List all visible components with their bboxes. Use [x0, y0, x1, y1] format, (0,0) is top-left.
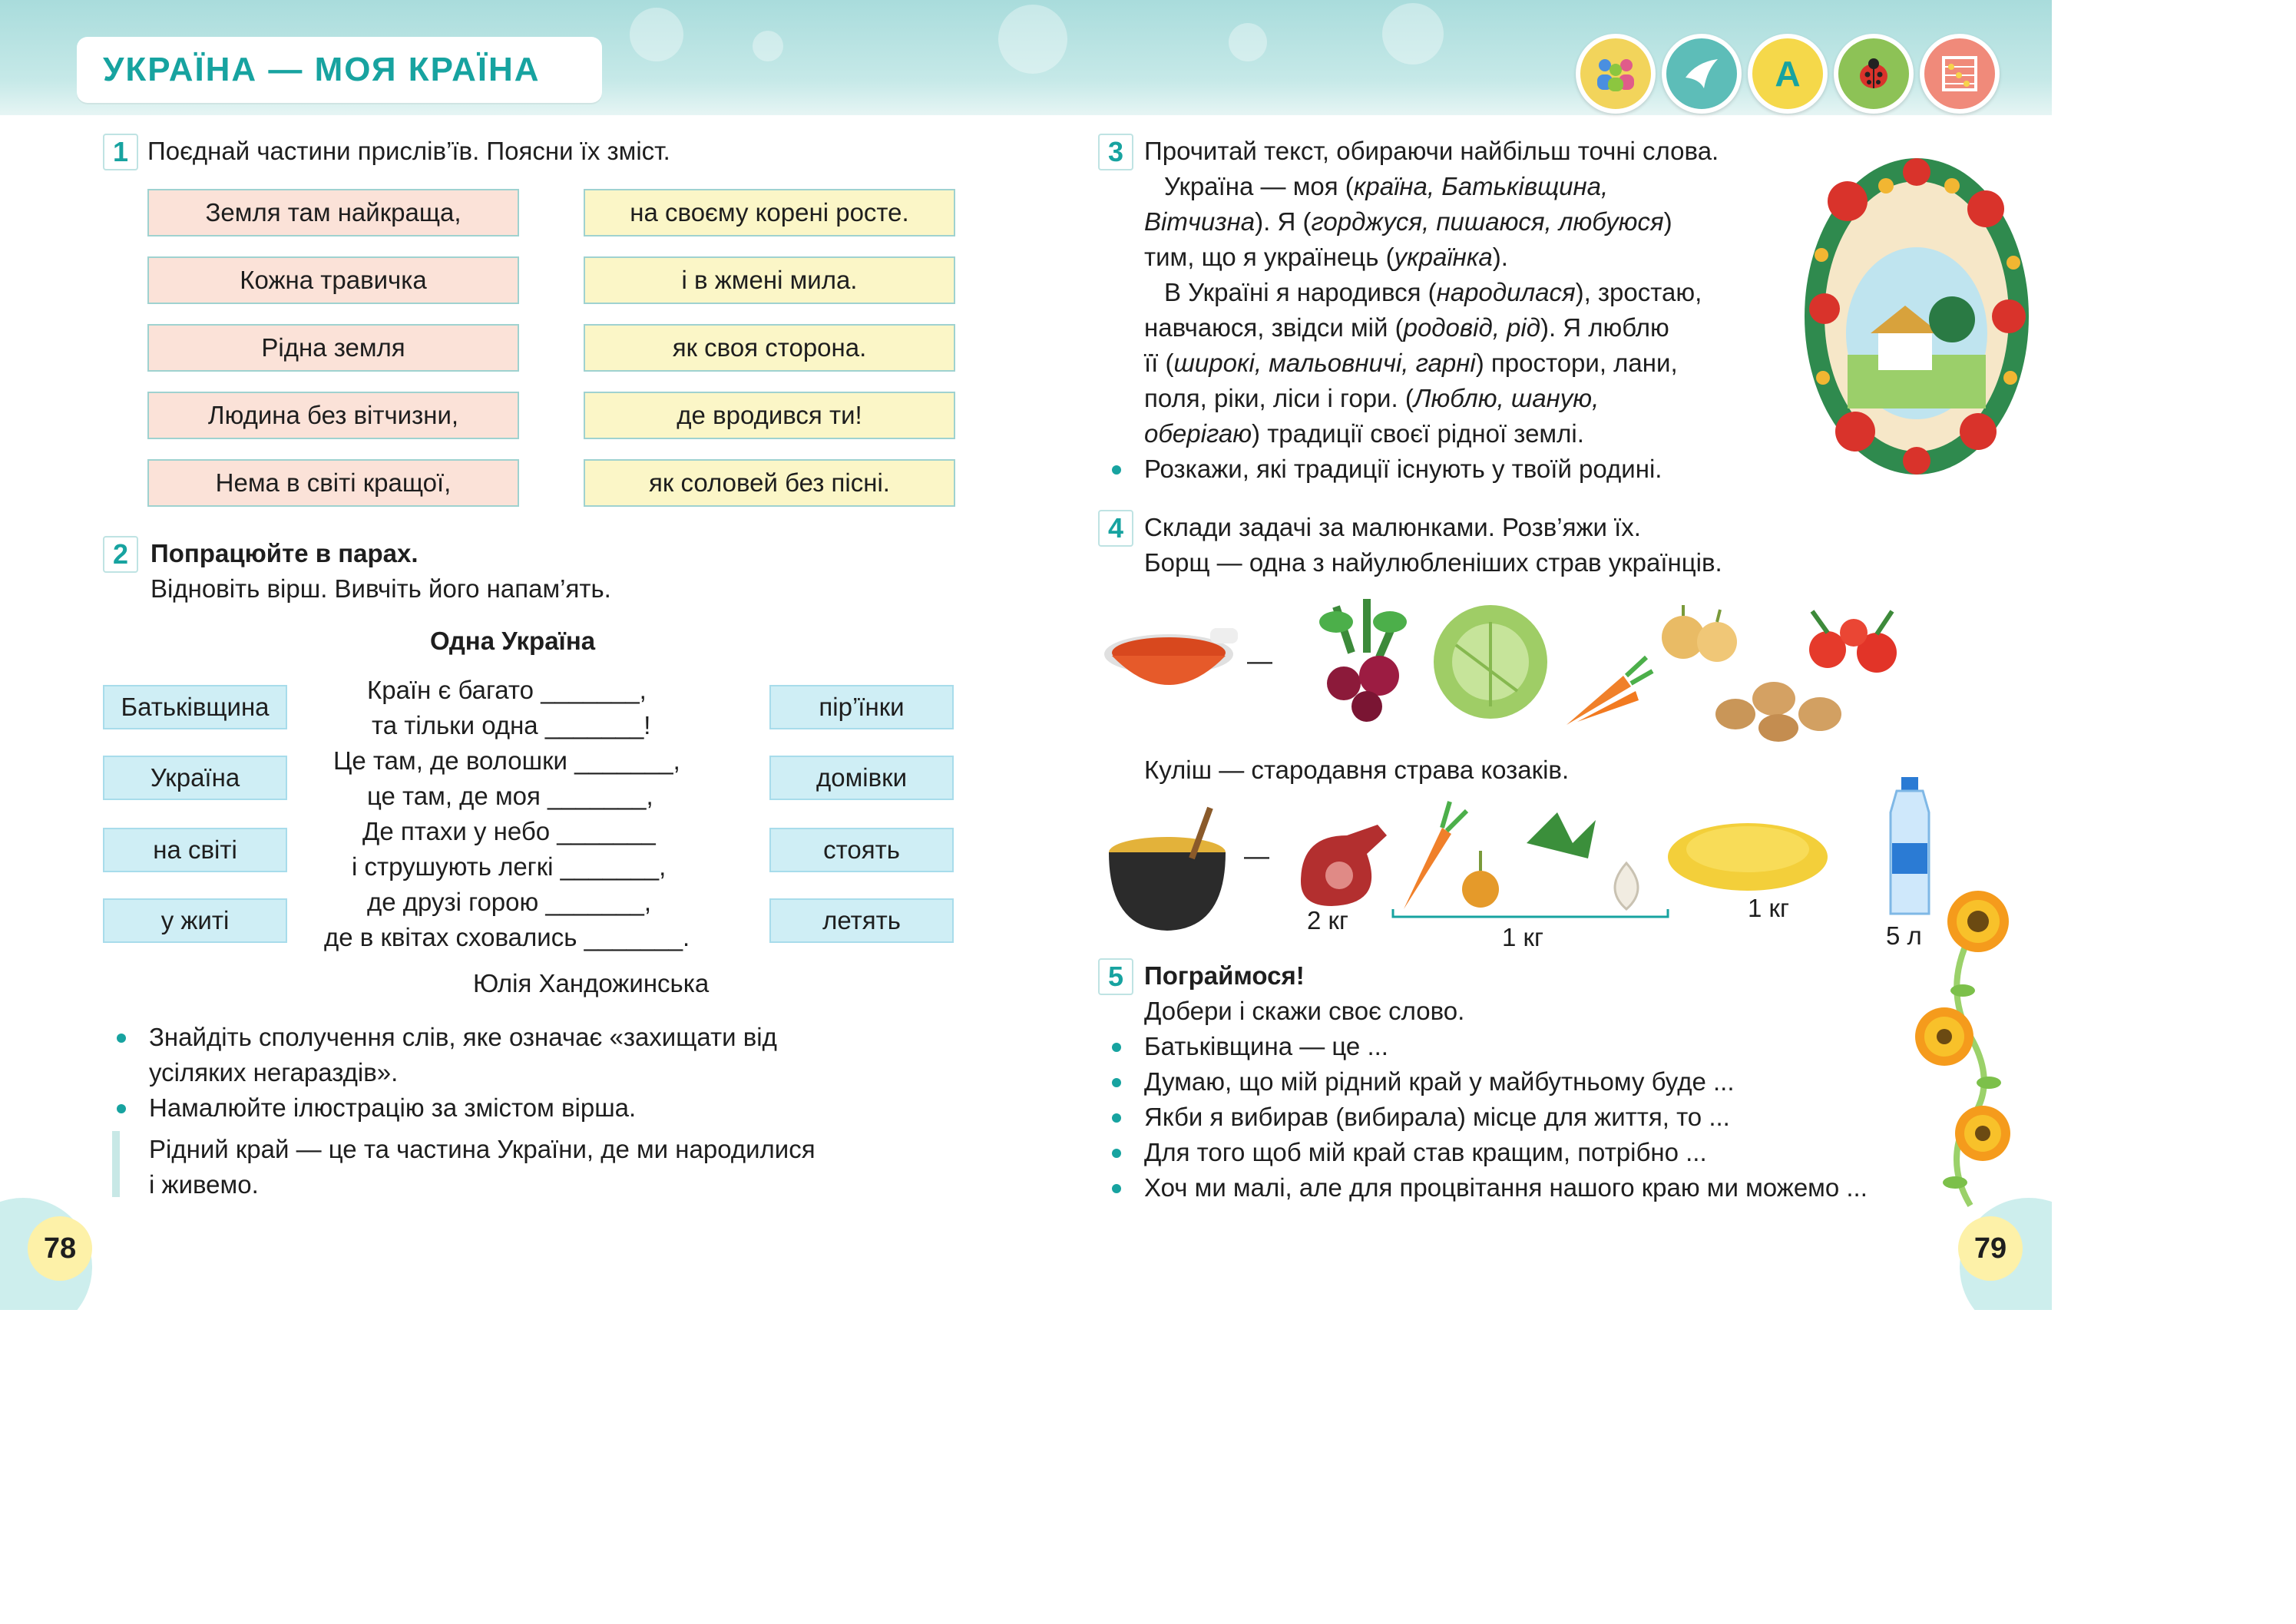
- weight-label: 2 кг: [1307, 906, 1348, 934]
- word-box: Батьківщина: [103, 685, 287, 729]
- reading-line: поля, ріки, ліси і гори. (Люблю, шаную,: [1144, 384, 1600, 412]
- bullet-text: Батьківщина — це ...: [1144, 1032, 1388, 1060]
- reading-line: Вітчизна). Я (горджуся, пишаюся, любуюся): [1144, 207, 1672, 236]
- reading-line: Україна — моя (країна, Батьківщина,: [1164, 172, 1609, 200]
- millet-image: [1663, 811, 1832, 895]
- reading-line: В Україні я народився (народилася), зростаю,: [1164, 278, 1702, 306]
- word-box: домівки: [769, 756, 954, 800]
- reading-line: навчаюся, звідси мій (родовід, рід). Я люблю: [1144, 313, 1669, 342]
- page-number-right: 79: [1958, 1216, 2023, 1281]
- bullet-text: Якби я вибирав (вибирала) місце для життя, то ...: [1144, 1103, 1730, 1131]
- beetroot-image: [1305, 591, 1421, 729]
- task-2-heading: Попрацюйте в парах.: [151, 539, 419, 567]
- bullet-dot: [1112, 1149, 1121, 1158]
- reading-line: тим, що я українець (українка).: [1144, 243, 1508, 271]
- ham-image: [1293, 820, 1393, 912]
- proverb-end: як соловей без пісні.: [584, 459, 955, 507]
- proverb-start: Рідна земля: [147, 324, 519, 372]
- task-2-number: 2: [103, 536, 138, 573]
- bullet-dot: [1112, 1113, 1121, 1123]
- task-5-text: Добери і скажи своє слово.: [1144, 997, 1465, 1025]
- poem-line: де друзі горою _______,: [367, 888, 652, 916]
- poem-line: Де птахи у небо _______: [362, 817, 656, 845]
- petrykivka-ornament-image: [1801, 155, 2032, 478]
- poem-author: Юлія Хандожинська: [473, 969, 710, 997]
- word-box: пір’їнки: [769, 685, 954, 729]
- group-icon: [1576, 34, 1656, 114]
- proverb-start: Кожна травичка: [147, 256, 519, 304]
- sunflower-vine-image: [1909, 875, 2024, 1213]
- task-5-heading: Пограймося!: [1144, 961, 1305, 990]
- proverb-end: як своя сторона.: [584, 324, 955, 372]
- page-title: УКРАЇНА — МОЯ КРАЇНА: [103, 51, 541, 88]
- reading-line: її (широкі, мальовничі, гарні) простори, лани,: [1144, 349, 1678, 377]
- word-box: у житі: [103, 898, 287, 943]
- task-5-number: 5: [1098, 958, 1133, 995]
- task-1-text: Поєднай частини прислів’їв. Поясни їх зміст.: [147, 137, 670, 165]
- dash-text: —: [1247, 647, 1272, 675]
- task-4-text: Склади задачі за малюнками. Розв’яжи їх.: [1144, 513, 1641, 541]
- carrot-image: [1562, 653, 1654, 729]
- proverb-start: Земля там найкраща,: [147, 189, 519, 236]
- reading-line: оберігаю) традиції своєї рідної землі.: [1144, 419, 1584, 448]
- task-3-number: 3: [1098, 134, 1133, 170]
- bullet-text: Намалюйте ілюстрацію за змістом вірша.: [149, 1093, 637, 1122]
- proverb-end: і в жмені мила.: [584, 256, 955, 304]
- letter-a-icon: A: [1748, 34, 1828, 114]
- bird-icon: [1662, 34, 1742, 114]
- bullet-text: усіляких негараздів».: [149, 1058, 399, 1087]
- poem-line: Країн є багато _______,: [367, 676, 647, 704]
- proverb-end: де вродився ти!: [584, 392, 955, 439]
- task-3-text: Прочитай текст, обираючи найбільш точні слова.: [1144, 137, 1719, 165]
- abacus-icon: [1920, 34, 2000, 114]
- bullet-text: Хоч ми малі, але для процвітання нашого краю ми можемо ...: [1144, 1173, 1868, 1202]
- tomatoes-image: [1797, 596, 1912, 680]
- bullet-text: Думаю, що мій рідний край у майбутньому буде ...: [1144, 1067, 1735, 1096]
- task-4-number: 4: [1098, 510, 1133, 547]
- bullet-dot: [1112, 1184, 1121, 1193]
- weight-label: 5 л: [1886, 921, 1922, 950]
- soup-vegetables-image: [1396, 797, 1672, 912]
- ladybug-icon: [1834, 34, 1914, 114]
- poem-line: це там, де моя _______,: [367, 782, 653, 810]
- task-1-number: 1: [103, 134, 138, 170]
- poem-line: і струшують легкі _______,: [352, 852, 667, 881]
- bullet-dot: [117, 1104, 126, 1113]
- note-bar: [112, 1131, 120, 1197]
- poem-line: та тільки одна _______!: [372, 711, 651, 739]
- note-text: Рідний край — це та частина України, де ми народилися: [149, 1135, 816, 1163]
- proverb-end: на своєму корені росте.: [584, 189, 955, 236]
- poem-line: де в квітах сховались _______.: [324, 923, 690, 951]
- dash-text: —: [1244, 842, 1269, 870]
- proverb-start: Нема в світі кращої,: [147, 459, 519, 507]
- onion-image: [1656, 599, 1748, 668]
- bullet-dot: [1112, 465, 1121, 475]
- cabbage-image: [1425, 599, 1556, 722]
- word-box: летять: [769, 898, 954, 943]
- task-4-line2: Борщ — одна з найулюбленіших страв українців.: [1144, 548, 1722, 577]
- kulish-pot-image: [1106, 799, 1236, 937]
- bullet-dot: [117, 1034, 126, 1043]
- word-box: Україна: [103, 756, 287, 800]
- note-text: і живемо.: [149, 1170, 259, 1199]
- proverb-start: Людина без вітчизни,: [147, 392, 519, 439]
- weight-label: 1 кг: [1748, 894, 1789, 922]
- poem-line: Це там, де волошки _______,: [333, 746, 680, 775]
- word-box: стоять: [769, 828, 954, 872]
- page-number-left: 78: [28, 1216, 92, 1281]
- poem-title: Одна Україна: [430, 627, 596, 655]
- bullet-dot: [1112, 1043, 1121, 1052]
- weight-label: 1 кг: [1502, 923, 1543, 951]
- bullet-dot: [1112, 1078, 1121, 1087]
- task-2-text: Відновіть вірш. Вивчіть його напам’ять.: [151, 574, 611, 603]
- borscht-bowl-image: [1103, 614, 1241, 706]
- kulish-text: Куліш — стародавня страва козаків.: [1144, 756, 1570, 784]
- bullet-text: Знайдіть сполучення слів, яке означає «захищати від: [149, 1023, 777, 1051]
- bullet-text: Для того щоб мій край став кращим, потрібно ...: [1144, 1138, 1707, 1166]
- word-box: на світі: [103, 828, 287, 872]
- bullet-text: Розкажи, які традиції існують у твоїй родині.: [1144, 455, 1662, 483]
